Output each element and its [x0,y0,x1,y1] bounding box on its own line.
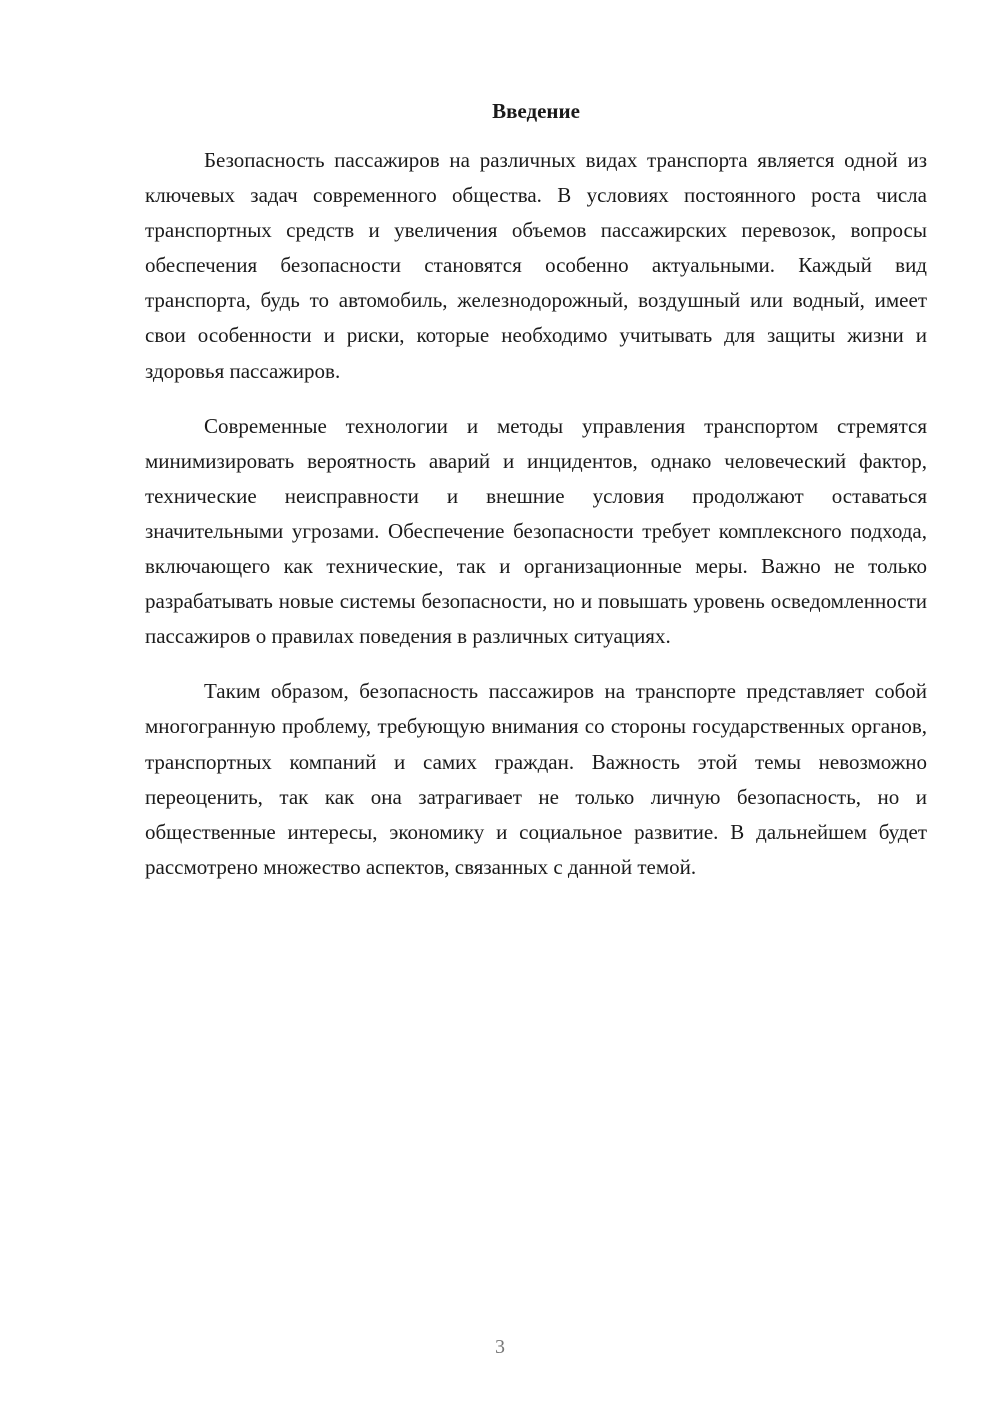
paragraph-1: Безопасность пассажиров на различных видах транспорта является одной из ключевых задач современного общества. В условиях постоянного роста числа транспортных средств и увеличения объемов пассажирских перевозок, вопросы обеспечения безопасности становятся особенно актуальными. Каждый вид транспорта, будь то автомобиль, железнодорожный, воздушный или водный, имеет свои особенности и риски, которые необходимо учитывать для защиты жизни и здоровья пассажиров. [145,148,927,383]
section-heading: Введение [492,99,580,123]
body-text [145,143,927,905]
paragraph-3: Таким образом, безопасность пассажиров на транспорте представляет собой многогранную проблему, требующую внимания со стороны государственных органов, транспортных компаний и самих граждан. Важность этой темы невозможно переоценить, так как она затрагивает не только личную безопасность, но и общественные интересы, экономику и социальное развитие. В дальнейшем будет рассмотрено множество аспектов, связанных с данной темой. [145,679,927,879]
paragraph-2: Современные технологии и методы управления транспортом стремятся минимизировать вероятность аварий и инцидентов, однако человеческий фактор, технические неисправности и внешние условия продолжают оставаться значительными угрозами. Обеспечение безопасности требует комплексного подхода, включающего как технические, так и организационные меры. Важно не только разрабатывать новые системы безопасности, но и повышать уровень осведомленности пассажиров о правилах поведения в различных ситуациях. [145,413,927,649]
page-number: 3 [495,1336,505,1358]
